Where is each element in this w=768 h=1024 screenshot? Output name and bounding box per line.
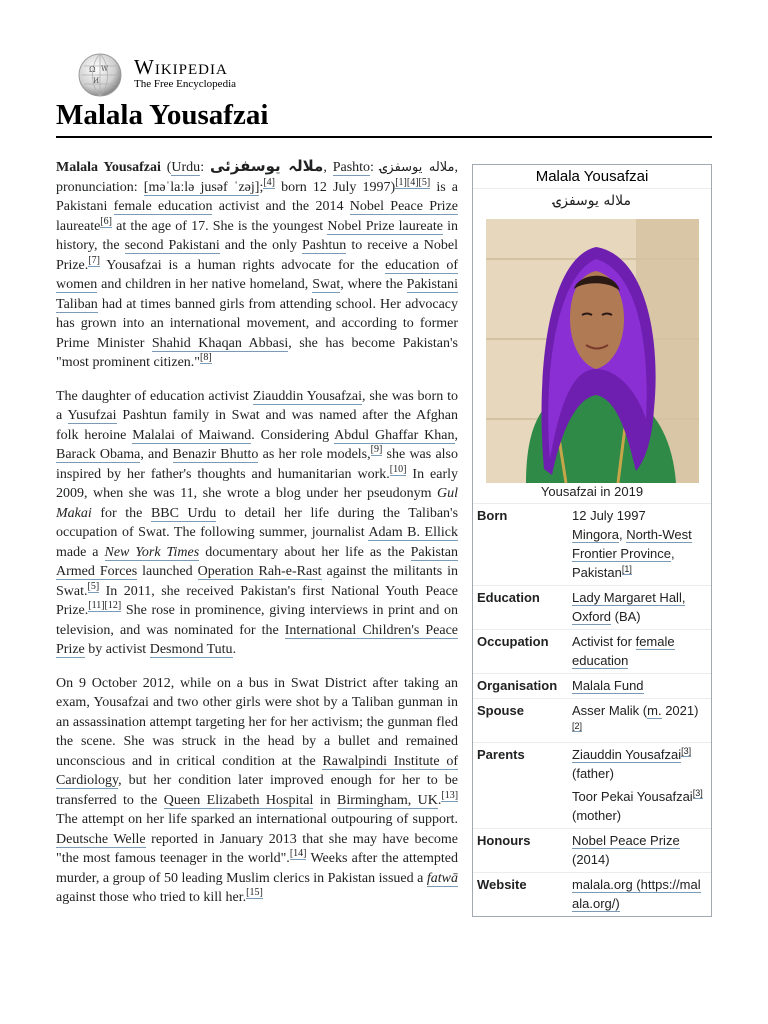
text: , and [140, 447, 169, 462]
text: laureate [56, 218, 101, 234]
text: She rose in prominence, giving interviews in print and on television, and was nominated for the [56, 603, 458, 638]
link-benazir-bhutto[interactable]: Benazir Bhutto [172, 447, 259, 462]
text: , but her condition later improved enough for her to be transferred to the [56, 773, 458, 808]
text: in [319, 792, 331, 808]
value-spouse [572, 701, 707, 739]
link-ipa[interactable]: [məˈlaːlə jusəf ˈzəj] [143, 179, 260, 195]
text: to detail her life during the Taliban's occupation of Swat. The following summer, journalist [56, 505, 459, 540]
link-mingora[interactable]: Mingora [572, 527, 619, 542]
link-north-west-frontier-province[interactable]: North-West Frontier Province [572, 527, 692, 561]
link-pashtun[interactable]: Pashtun [301, 238, 347, 253]
text: On 9 October 2012, while on a bus in Swat District after taking an exam, Yousafzai and two other girls were shot by a Taliban gunman in an assassination attempt targeting her for her activism; the gunman fled the scene. She was struck in the head by a bullet and remained unconscious and in critical condition at the [56, 675, 458, 769]
text: (father) [572, 766, 614, 781]
infobox [472, 164, 712, 917]
value-occupation [572, 632, 707, 670]
link-birmingham-uk[interactable]: Birmingham, UK [336, 792, 438, 808]
ref-8[interactable]: [8] [200, 352, 212, 364]
link-swat[interactable]: Swat [312, 277, 341, 292]
text: , she was born to a [56, 388, 458, 423]
pron-label: pronunciation [56, 179, 134, 195]
value-born [572, 506, 707, 582]
link-lady-margaret-hall[interactable]: Lady Margaret Hall, Oxford [572, 590, 686, 624]
ref-15[interactable]: [15] [246, 887, 263, 899]
ref-10[interactable]: [10] [389, 463, 407, 475]
ref-9[interactable]: [9] [370, 444, 383, 456]
svg-text:И: И [93, 77, 100, 85]
ref-1-4-5[interactable]: [1][4][5] [395, 176, 431, 188]
text: and children in her native homeland, [101, 277, 309, 292]
link-international-childrens-peace-prize[interactable]: International Children's Peace Prize [56, 622, 458, 657]
value-organisation [572, 676, 707, 695]
comma: , [670, 546, 675, 561]
pashto-script: ملاله یوسفزۍ [379, 160, 455, 175]
link-rawalpindi-institute-of-cardiology[interactable]: Rawalpindi Institute of Cardiology [56, 753, 458, 788]
text: she was also inspired by her father's thoughts and humanitarian work. [56, 447, 459, 482]
label-education: Education [477, 590, 540, 605]
ref-13[interactable]: [13] [441, 789, 459, 801]
paragraph-early-life [56, 387, 458, 660]
label-born: Born [477, 508, 508, 523]
link-malala-org[interactable]: malala.org (https://malala.org/) [572, 877, 701, 911]
ref-3[interactable]: [3] [681, 745, 692, 756]
text: , she has become Pakistan's "most prominent citizen." [56, 335, 458, 370]
infobox-row-parents [473, 742, 711, 828]
link-yusufzai[interactable]: Yusufzai [67, 408, 117, 423]
infobox-native-name: ملاله یوسفزۍ [473, 188, 711, 215]
text: by activist [88, 642, 147, 657]
value-education [572, 588, 707, 626]
spouse-name: Asser Malik ( [572, 703, 648, 718]
text: Pashtun family in Swat and was named after the Afghan folk heroine [56, 408, 458, 443]
mother-name: Toor Pekai Yousafzai [572, 789, 693, 804]
paragraph-assassination-attempt [56, 674, 458, 908]
link-female-education[interactable]: female education [113, 199, 213, 214]
link-shahid-khaqan-abbasi[interactable]: Shahid Khaqan Abbasi [151, 335, 289, 351]
infobox-title: Malala Yousafzai [535, 168, 649, 185]
link-pashto[interactable]: Pashto [332, 160, 371, 175]
link-ziauddin-yousafzai-infobox[interactable]: Ziauddin Yousafzai [572, 747, 682, 762]
infobox-row-honours [473, 828, 711, 872]
label-occupation: Occupation [477, 634, 549, 649]
label-spouse: Spouse [477, 703, 524, 718]
text: to receive a Nobel Prize. [56, 238, 459, 273]
birth-text: born 12 July 1997) [281, 179, 396, 195]
text: 2021) [665, 703, 699, 718]
link-malala-fund[interactable]: Malala Fund [572, 678, 644, 693]
link-desmond-tutu[interactable]: Desmond Tutu [149, 642, 233, 657]
infobox-row-organisation [473, 673, 711, 698]
link-new-york-times[interactable]: New York Times [104, 544, 200, 560]
subject-name: Malala Yousafzai [56, 160, 161, 175]
svg-text:W: W [101, 65, 109, 73]
text: . [437, 792, 442, 808]
wikipedia-wordmark[interactable] [134, 56, 236, 91]
text: Weeks after the attempted murder, a group of 50 leading Muslim clerics in Pakistan issued a [56, 851, 458, 886]
label-website: Website [477, 877, 527, 892]
text: In early 2009, when she was 11, she wrote a blog under her pseudonym [56, 466, 458, 501]
wikipedia-globe-logo[interactable] [74, 52, 126, 98]
link-fatwa[interactable]: fatwā [426, 870, 458, 886]
site-name: Wikipedia [134, 55, 228, 79]
value-website [572, 875, 707, 913]
ref-1[interactable]: [1] [621, 563, 632, 574]
portrait-photo[interactable] [486, 219, 699, 483]
link-bbc-urdu[interactable]: BBC Urdu [150, 505, 217, 521]
pseudonym: Gul Makai [56, 486, 458, 521]
link-pakistan-armed-forces[interactable]: Pakistan Armed Forces [56, 544, 459, 579]
link-queen-elizabeth-hospital[interactable]: Queen Elizabeth Hospital [163, 792, 314, 808]
page-title: Malala Yousafzai [56, 99, 269, 131]
infobox-row-website [473, 872, 711, 916]
text: activist and the 2014 [218, 199, 344, 214]
link-second-pakistani[interactable]: second Pakistani [124, 238, 220, 253]
value-honours [572, 831, 707, 869]
text: against the militants in Swat. [56, 564, 459, 599]
value-parents [572, 745, 707, 825]
infobox-row-born [473, 503, 711, 585]
link-ziauddin-yousafzai[interactable]: Ziauddin Yousafzai [252, 388, 362, 404]
text: In 2011, she received Pakistan's first National Youth Peace Prize. [56, 583, 458, 618]
infobox-row-spouse [473, 698, 711, 742]
title-divider [56, 136, 712, 138]
link-pakistani-taliban[interactable]: Pakistani Taliban [56, 277, 459, 312]
text: documentary about her life as the [205, 544, 405, 560]
text: launched [142, 564, 193, 579]
text: at the age of 17. She is the youngest [116, 218, 324, 234]
text: for the [100, 505, 143, 521]
text: against those who tried to kill her. [56, 890, 247, 905]
link-nobel-peace-prize-infobox[interactable]: Nobel Peace Prize [572, 833, 680, 848]
ref-5[interactable]: [5] [87, 580, 100, 592]
label-organisation: Organisation [477, 678, 558, 693]
ref-6[interactable]: [6] [100, 215, 112, 227]
label-parents: Parents [477, 747, 525, 762]
text: , where the [340, 277, 403, 292]
svg-text:Ω: Ω [89, 65, 96, 74]
site-tagline: The Free Encyclopedia [134, 78, 237, 90]
link-education-of-women[interactable]: education of women [56, 257, 458, 292]
text: (2014) [572, 852, 610, 867]
paragraph-lead: Malala Yousafzai (Urdu: ملالہ یوسفزئی, Pashto: ملاله یوسفزۍ, pronunciation: [məˈlaːlə jusəf ˈzəj];[4] born 12 July 1997)[1][4][5] is a Pakistani female education activist and the 2014 Nobel Peace Prize laureate[6] at the age of 17. She is the youngest Nobel Prize laureate in history, the second Pakistani and the only Pashtun to receive a Nobel Prize.[7] Yousafzai is a human rights advocate for the education of women and children in her native homeland, Swat, where the Pakistani Taliban had at times banned girls from attending school. Her advocacy has grown into an international movement, and according to former Prime Minister Shahid Khaqan Abbasi, she has become Pakistan's "most prominent citizen."[8] [56, 157, 459, 370]
label-honours: Honours [477, 833, 531, 848]
text: Activist for [572, 634, 632, 649]
infobox-row-education [473, 585, 711, 629]
ref-2[interactable]: [2] [572, 720, 583, 731]
link-malalai-of-maiwand[interactable]: Malalai of Maiwand [132, 427, 252, 443]
text: . [232, 642, 237, 657]
ref-14[interactable]: [14] [289, 848, 307, 860]
text: . Considering [251, 427, 330, 443]
text: as her role models, [262, 447, 371, 462]
link-female-education-infobox[interactable]: female education [572, 634, 675, 668]
ref-4[interactable]: [4] [263, 176, 275, 188]
text: had at times banned girls from attending school. Her advocacy has grown into an international movement, and according to former Prime Minister [56, 296, 459, 351]
text: The attempt on her life sparked an international outpouring of support. [56, 812, 458, 827]
link-married[interactable]: m. [647, 703, 662, 718]
link-urdu[interactable]: Urdu [171, 160, 201, 175]
text: , [454, 427, 458, 443]
text: Yousafzai is a human rights advocate for the [106, 257, 379, 273]
birth-country: Pakistan [572, 565, 622, 580]
ref-3[interactable]: [3] [692, 787, 703, 798]
portrait-illustration [486, 219, 699, 483]
text: reported in January 2013 that she may have become "the most famous teenager in the world". [56, 831, 459, 866]
text: made a [56, 544, 99, 560]
urdu-script: ملالہ یوسفزئی [209, 157, 324, 175]
link-nobel-peace-prize[interactable]: Nobel Peace Prize [349, 199, 458, 214]
text: and the only [224, 238, 297, 253]
link-nobel-laureate[interactable]: Nobel Prize laureate [327, 218, 443, 234]
photo-caption: Yousafzai in 2019 [540, 484, 644, 499]
link-abdul-ghaffar-khan[interactable]: Abdul Ghaffar Khan [334, 427, 455, 443]
link-deutsche-welle[interactable]: Deutsche Welle [56, 831, 146, 847]
link-adam-b-ellick[interactable]: Adam B. Ellick [368, 525, 458, 540]
ref-11-12[interactable]: [11][12] [88, 600, 122, 612]
text: in history, the [56, 218, 459, 253]
degree: (BA) [614, 609, 641, 624]
ref-7[interactable]: [7] [88, 254, 100, 266]
birth-date: 12 July 1997 [572, 508, 646, 523]
link-barack-obama[interactable]: Barack Obama [56, 447, 141, 462]
text: (mother) [572, 808, 622, 823]
comma: , [618, 527, 623, 542]
infobox-row-occupation [473, 629, 711, 673]
text: The daughter of education activist [56, 388, 249, 404]
link-operation-rah-e-rast[interactable]: Operation Rah-e-Rast [197, 564, 322, 579]
text: is a Pakistani [56, 179, 459, 214]
article-body [56, 157, 458, 922]
